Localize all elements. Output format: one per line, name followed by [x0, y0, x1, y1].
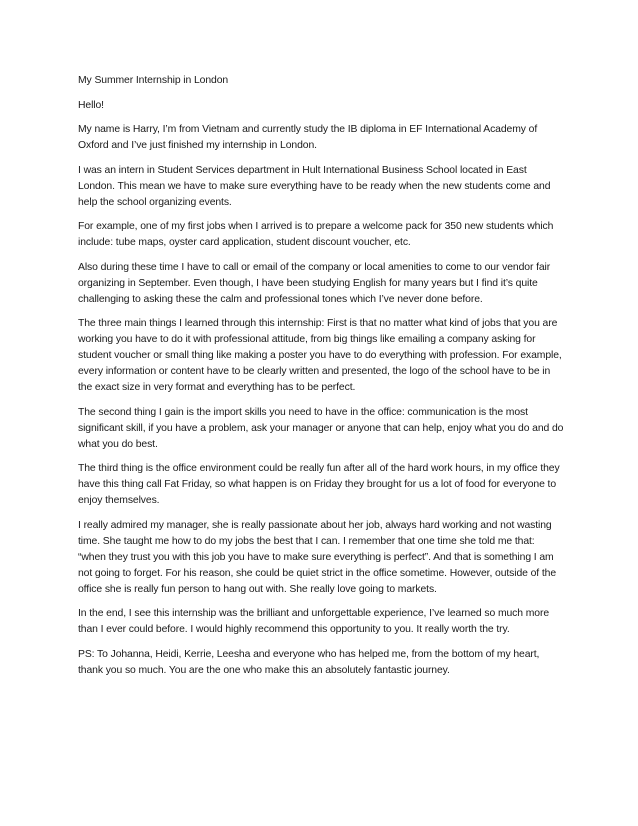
paragraph-vendor-fair: Also during these time I have to call or email of the company or local amenities to come to our vendor fair organizing in September. Even though, I have been studying English for many years but I find it’s quite challenging to asking these the calm and professional tones which I’ve never done before. — [78, 261, 551, 305]
paragraph-conclusion: In the end, I see this internship was the brilliant and unforgettable experience, I’ve learned so much more than I ever could before. I would highly recommend this opportunity to you. It really worth the try. — [78, 608, 550, 635]
paragraph-second-lesson: The second thing I gain is the import skills you need to have in the office: communication is the most significant skill, if you have a problem, ask your manager or anyone that can help, enjoy what you do and do what you do best. — [78, 406, 564, 450]
paragraph-internship: I was an intern in Student Services department in Hult International Business School located in East London. This mean we have to make sure everything have to be ready when the new students come and help the school organizing events. — [78, 164, 551, 208]
paragraph-example: For example, one of my first jobs when I arrived is to prepare a welcome pack for 350 new students which include: tube maps, oyster card application, student discount voucher, etc. — [78, 221, 554, 248]
document-body — [78, 73, 564, 687]
paragraph-postscript: PS: To Johanna, Heidi, Kerrie, Leesha and everyone who has helped me, from the bottom of my heart, thank you so much. You are the one who make this an absolutely fantastic journey. — [78, 648, 540, 676]
paragraph-intro: My name is Harry, I’m from Vietnam and currently study the IB diploma in EF International Academy of Oxford and I’ve just finished my internship in London. — [78, 124, 538, 151]
paragraph-manager: I really admired my manager, she is really passionate about her job, always hard working and not wasting time. She taught me how to do my jobs the best that I can. I remember that one time she told me that: “when they trust you with this job you have to make sure everything is perfect”. And that is something I am not going to forget. For his reason, she could be quiet strict in the office sometime. However, outside of the office she is really fun person to hang out with. She really love going to markets. — [78, 519, 557, 595]
document-title: My Summer Internship in London — [78, 75, 229, 86]
greeting: Hello! — [78, 99, 104, 111]
paragraph-first-lesson: The three main things I learned through this internship: First is that no matter what kind of jobs that you are working you have to do it with professional attitude, from big things like emailing a company asking for student voucher or small thing like making a poster you have to do everything with profession. For example, every information or content have to be clearly written and presented, the logo of the school have to be in the exact size in very format and everything has to be perfect. — [78, 318, 562, 393]
paragraph-third-lesson: The third thing is the office environment could be really fun after all of the hard work hours, in my office they have this thing call Fat Friday, so what happen is on Friday they brought for us a lot of food for everyone to enjoy themselves. — [78, 463, 560, 506]
